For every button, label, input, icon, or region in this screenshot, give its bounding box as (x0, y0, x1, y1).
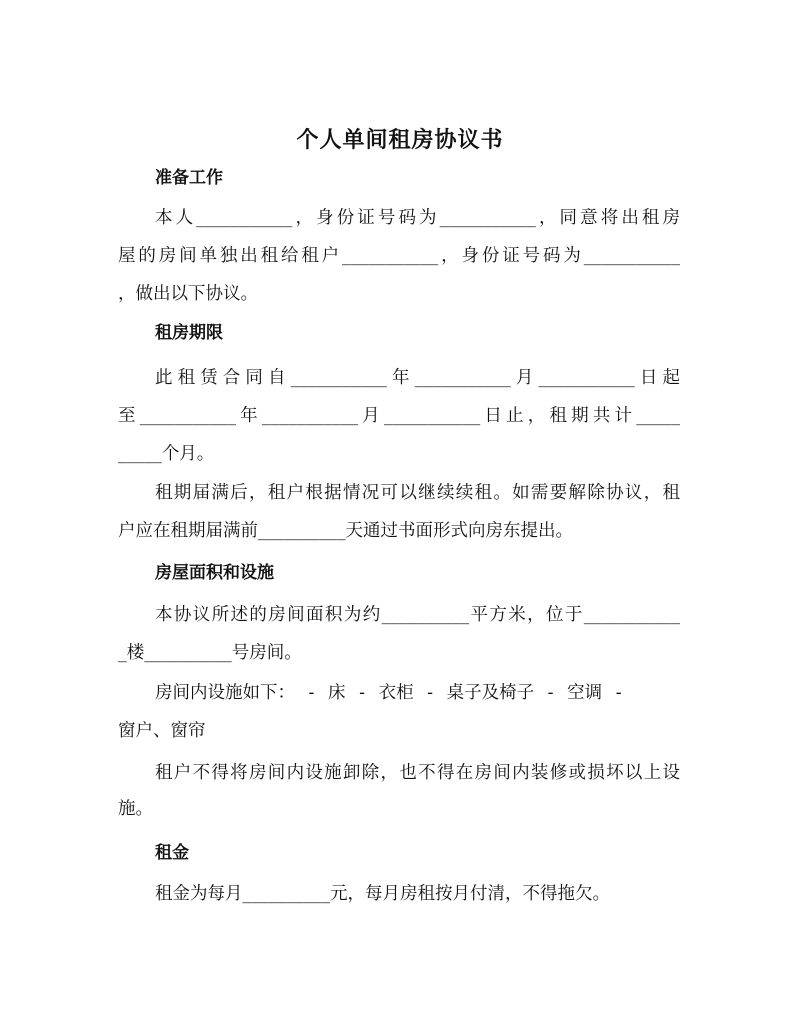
paragraph-room-area (118, 596, 680, 672)
paragraph-parties (118, 199, 680, 313)
paragraph-line: _____个月。 (118, 444, 215, 464)
paragraph-line: 至___________年___________月___________日止，租期共计_____ (118, 406, 680, 426)
paragraph-line: 本协议所述的房间面积为约__________平方米，位于___________ (155, 605, 680, 625)
paragraph-line: 房间内设施如下： - 床 - 衣柜 - 桌子及椅子 - 空调 - (155, 683, 622, 703)
paragraph-renewal (118, 474, 680, 550)
paragraph-lease-dates (118, 359, 680, 473)
document-title: 个人单间租房协议书 (296, 127, 504, 153)
paragraph-facilities-list (118, 674, 680, 750)
paragraph-facilities-rule (118, 754, 680, 827)
section-heading-lease-term: 租房期限 (155, 323, 223, 343)
paragraph-line: 租期届满后，租户根据情况可以继续续租。如需要解除协议，租 (155, 483, 680, 503)
paragraph-line: ，做出以下协议。 (118, 284, 258, 304)
section-heading-area-facilities: 房屋面积和设施 (155, 563, 274, 583)
paragraph-line: 施。 (118, 799, 153, 819)
paragraph-line: 此租赁合同自___________年___________月___________日起 (155, 368, 680, 388)
paragraph-line: _楼__________号房间。 (118, 643, 302, 663)
paragraph-line: 租户不得将房间内设施卸除，也不得在房间内装修或损坏以上设 (155, 763, 680, 783)
paragraph-rent (118, 875, 680, 913)
paragraph-line: 屋的房间单独出租给租户___________，身份证号码为___________ (118, 246, 680, 266)
paragraph-line: 户应在租期届满前__________天通过书面形式向房东提出。 (118, 521, 573, 541)
paragraph-line: 本人___________，身份证号码为___________，同意将出租房 (155, 208, 680, 228)
section-heading-preparation: 准备工作 (155, 168, 223, 188)
paragraph-line: 窗户、窗帘 (118, 721, 206, 741)
paragraph-line: 租金为每月__________元，每月房租按月付清，不得拖欠。 (155, 884, 610, 904)
section-heading-rent: 租金 (155, 843, 189, 863)
